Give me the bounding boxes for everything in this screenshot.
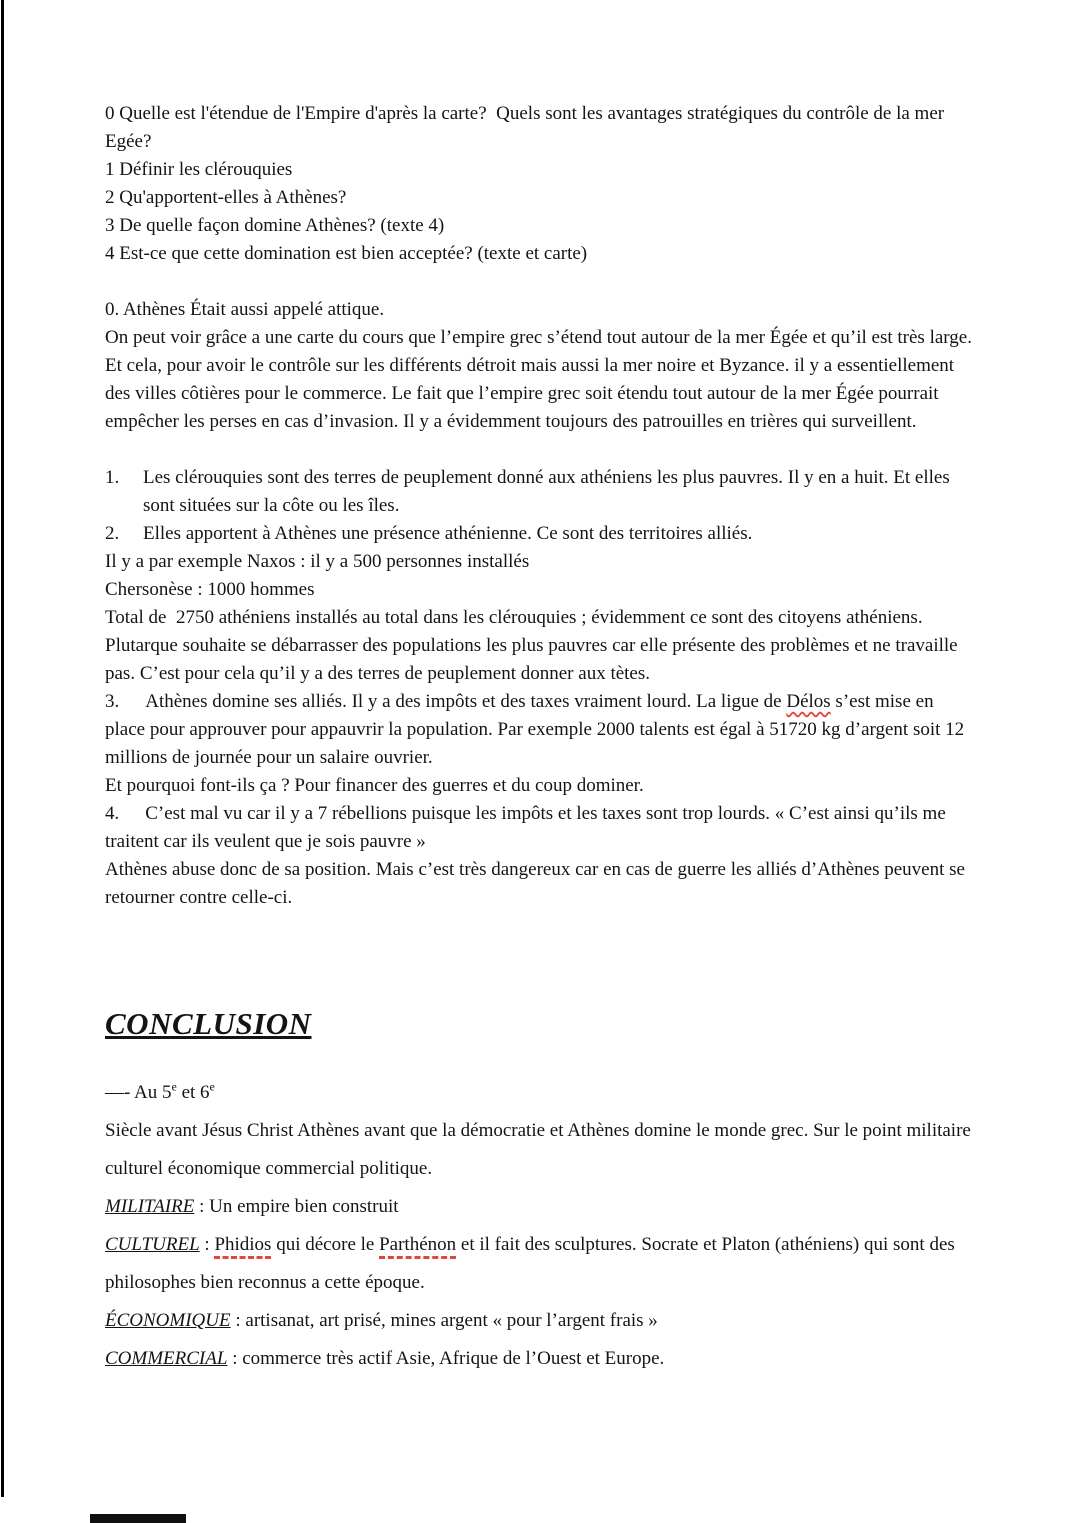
label-militaire: MILITAIRE [105, 1196, 195, 1217]
conclusion-section [105, 1004, 977, 1378]
label-economique: ÉCONOMIQUE [105, 1310, 231, 1331]
culturel-text-mid: qui décore le [271, 1234, 380, 1255]
spellcheck-delos: Délos [786, 691, 831, 712]
question-line-1: 1 Définir les clérouquies [105, 159, 293, 180]
list-item-2 [105, 520, 977, 548]
culturel-text-rest: et il fait des sculptures. Socrate et Platon (athéniens) qui sont des philosophes bien reconnus a cette époque. [105, 1234, 960, 1293]
list-number: 1. [105, 467, 120, 488]
commercial-text: : commerce très actif Asie, Afrique de l’Ouest et Europe. [227, 1348, 665, 1369]
superscript-e: e [209, 1079, 215, 1094]
paragraph-abuse: Athènes abuse donc de sa position. Mais c’est très dangereux car en cas de guerre les alliés d’Athènes peuvent se retourner contre celle-ci. [105, 859, 970, 908]
paragraph-total: Total de 2750 athéniens installés au total dans les clérouquies ; évidemment ce sont des citoyens athéniens. [105, 607, 923, 628]
list-text: Elles apportent à Athènes une présence athénienne. Ce sont des territoires alliés. [143, 523, 753, 544]
answer-0-body: On peut voir grâce a une carte du cours que l’empire grec s’étend tout autour de la mer Égée et qu’il est très large. Et cela, pour avoir le contrôle sur les différents détroit mais aussi la mer noire et Byzance. il y a essentiellement des villes côtières pour le commerce. Le fait que l’empire grec soit étendu tout autour de la mer Égée pourrait empêcher les perses en cas d’invasion. Il y a évidemment toujours des patrouilles en trières qui surveillent. [105, 327, 977, 432]
economique-text: : artisanat, art prisé, mines argent « pour l’argent frais » [230, 1310, 658, 1331]
question-line-4: 4 Est-ce que cette domination est bien acceptée? (texte et carte) [105, 243, 588, 264]
question-line-2: 2 Qu'apportent-elles à Athènes? [105, 187, 347, 208]
answer-4-text: C’est mal vu car il y a 7 rébellions puisque les impôts et les taxes sont trop lourds. « C’est ainsi qu’ils me traitent car ils veulent que je sois pauvre » [105, 803, 951, 852]
answer-3 [105, 688, 977, 772]
conclusion-militaire [105, 1188, 977, 1226]
list-number: 2. [105, 523, 120, 544]
answer-0-intro: 0. Athènes Était aussi appelé attique. [105, 299, 385, 320]
militaire-text: : Un empire bien construit [194, 1196, 399, 1217]
conclusion-culturel [105, 1226, 977, 1302]
answer-4-number: 4. [105, 803, 120, 824]
list-text: Les clérouquies sont des terres de peuplement donné aux athéniens les plus pauvres. Il y en a huit. Et elles sont situées sur la côte ou les îles. [143, 467, 955, 516]
label-commercial: COMMERCIAL [105, 1348, 228, 1369]
paragraph-naxos: Il y a par exemple Naxos : il y a 500 personnes installés [105, 551, 530, 572]
questions-block [105, 100, 977, 268]
conclusion-heading: CONCLUSION [105, 1006, 312, 1041]
answer-3-text: Athènes domine ses alliés. Il y a des impôts et des taxes vraiment lourd. La ligue de [145, 691, 787, 712]
paragraph-chersonese: Chersonèse : 1000 hommes [105, 579, 315, 600]
conclusion-intro: Siècle avant Jésus Christ Athènes avant que la démocratie et Athènes domine le monde grec. Sur le point militaire culturel économique commercial politique. [105, 1120, 976, 1179]
culturel-separator: : [199, 1234, 215, 1255]
spellcheck-parthenon: Parthénon [379, 1234, 456, 1259]
conclusion-commercial [105, 1340, 977, 1378]
question-line-3: 3 De quelle façon domine Athènes? (texte 4) [105, 215, 445, 236]
paragraph-plutarque: Plutarque souhaite se débarrasser des populations les plus pauvres car elle présente des problèmes et ne travaille pas. C’est pour cela qu’il y a des terres de peuplement donner aux tètes. [105, 635, 963, 684]
page-left-border [1, 0, 4, 1497]
spellcheck-phidios: Phidios [214, 1234, 271, 1259]
superscript-e: e [171, 1079, 177, 1094]
paragraph-pourquoi: Et pourquoi font-ils ça ? Pour financer des guerres et du coup dominer. [105, 775, 644, 796]
answer-0 [105, 296, 977, 436]
list-item-1 [105, 464, 977, 520]
answer-3-number: 3. [105, 691, 120, 712]
answers-list [105, 464, 977, 912]
answer-3-text-rest: s’est mise en place pour approuver pour appauvrir la population. Par exemple 2000 talents est égal à 51720 kg d’argent soit 12 millions de journée pour un salaire ouvrier. [105, 691, 969, 768]
document-page [105, 100, 977, 1378]
dash-text: —- Au 5 [105, 1082, 172, 1103]
page-bottom-mark [90, 1514, 186, 1523]
label-culturel: CULTUREL [105, 1234, 200, 1255]
conclusion-economique [105, 1302, 977, 1340]
answer-4 [105, 800, 977, 856]
question-line-0: 0 Quelle est l'étendue de l'Empire d'après la carte? Quels sont les avantages stratégiques du contrôle de la mer Egée? [105, 103, 949, 152]
conclusion-dash-line [105, 1074, 977, 1112]
dash-text-mid: et 6 [176, 1082, 210, 1103]
